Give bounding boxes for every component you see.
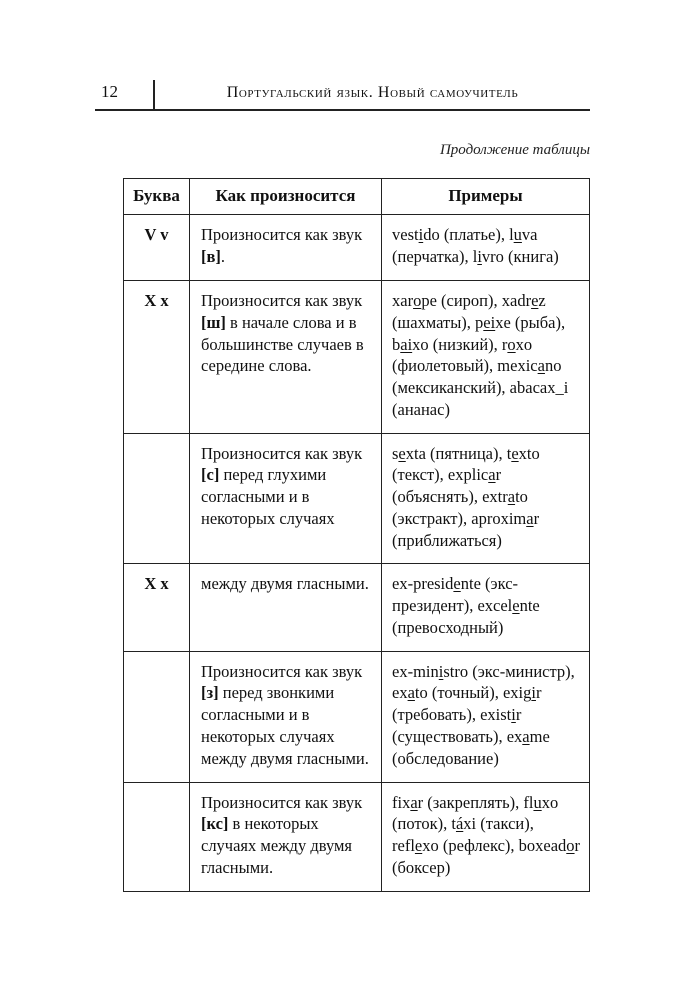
table-row — [124, 782, 590, 891]
table-caption: Продолжение таблицы — [439, 142, 590, 158]
examples-cell: ex-ministro (экс-министр), exato (точный), exigir (требовать), existir (существовать), exame (обследование) — [382, 651, 590, 782]
letter-cell — [124, 782, 190, 891]
examples-cell: vestido (платье), luva (перчатка), livro (книга) — [382, 215, 590, 281]
letter-cell — [124, 651, 190, 782]
column-header-pronunciation: Как произносится — [190, 179, 382, 215]
table-row — [124, 280, 590, 433]
pronunciation-cell: Произносится как звук [з] перед звонкими согласными и в некоторых случаях между двумя гласными. — [190, 651, 382, 782]
column-header-letter: Буква — [124, 179, 190, 215]
examples-cell: xarope (сироп), xadrez (шахматы), peixe (рыба), baixo (низкий), roxo (фиолетовый), mexicano (мексиканский), abacax_i (ананас) — [382, 280, 590, 433]
table-row — [124, 564, 590, 651]
page-header — [95, 80, 590, 111]
pronunciation-cell: Произносится как звук [кс] в некоторых случаях между двумя гласными. — [190, 782, 382, 891]
column-header-examples: Примеры — [382, 179, 590, 215]
letter-cell: X x — [124, 564, 190, 651]
table-row — [124, 433, 590, 564]
pronunciation-cell: Произносится как звук [с] перед глухими согласными и в некоторых случаях — [190, 433, 382, 564]
examples-cell: fixar (закреплять), fluxo (поток), táxi (такси), reflexo (рефлекс), boxeador (боксер) — [382, 782, 590, 891]
pronunciation-cell: Произносится как звук [в]. — [190, 215, 382, 281]
page-number: 12 — [95, 80, 155, 109]
header-title: Португальский язык. Новый самоучитель — [226, 84, 519, 101]
table-header-row — [124, 179, 590, 215]
letter-cell: X x — [124, 280, 190, 433]
pronunciation-cell: Произносится как звук [ш] в начале слова и в большинстве случаев в середине слова. — [190, 280, 382, 433]
letter-cell: V v — [124, 215, 190, 281]
pronunciation-table — [123, 178, 590, 892]
examples-cell: sexta (пятница), texto (текст), explicar (объяснять), extrato (экстракт), aproximar (приближаться) — [382, 433, 590, 564]
pronunciation-cell: между двумя гласными. — [190, 564, 382, 651]
examples-cell: ex-presidente (экс-президент), excelente (превосходный) — [382, 564, 590, 651]
table-row — [124, 215, 590, 281]
letter-cell — [124, 433, 190, 564]
table-row — [124, 651, 590, 782]
